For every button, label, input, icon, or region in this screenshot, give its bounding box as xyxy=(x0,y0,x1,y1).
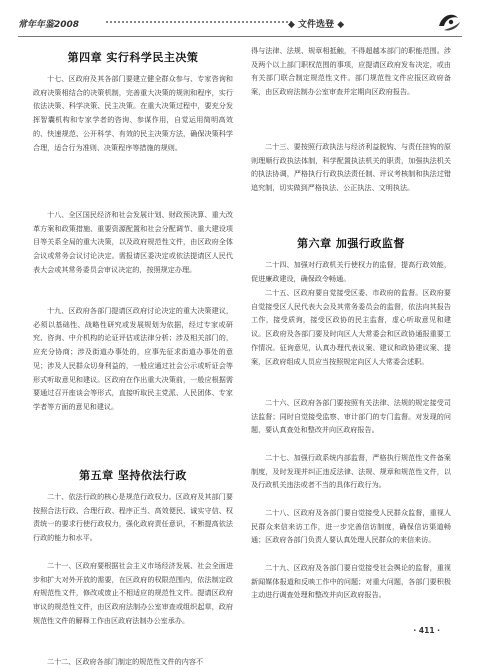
chapter-6-title: 第六章 加强行政监督 xyxy=(297,237,405,250)
paragraph-22: 二十二、区政府各部门制定的规范性文件的内容不 xyxy=(47,657,204,666)
paragraph-20: 二十、依法行政的核心是规范行政权力。区政府及其部门要按照合法行政、合理行政、程序正当、高效便民、诚实守信、权责统一的要求行使行政权力，强化政府责任意识，不断提高依法行政的能力和水平。 xyxy=(33,492,233,543)
paragraph-24: 二十四、加强对行政机关行使权力的监督，提高行政效能，促进廉政建设，确保政令畅通。 xyxy=(251,260,451,283)
right-column xyxy=(251,44,451,616)
paragraph-21: 二十一、区政府要根据社会主义市场经济发展、社会全面进步和扩大对外开放的需要，在区政府的权限范围内，依法制定政府规范性文件，修改或废止不相适应的规范性文件。提请区政府审议的规范性文件，由区政府法制办公室审查或组织起草，政府规范性文件的解释工作由区政府法制办公室承办。 xyxy=(33,561,233,625)
paragraph-25: 二十五、区政府要自觉接受区委、市政府的监督。区政府要自觉接受区人民代表大会及其常务委员会的监督，依法向其报告工作，接受质询，接受区政协的民主监督，虚心听取意见和建议。区政府及各部门要及时向区人大常委会和区政协通报重要工作情况。征询意见，认真办理代表议案、建议和政协建议案、提案，区政府组成人员应当按照规定向区人大常委会述职。 xyxy=(251,288,451,366)
page-number: · 411 · xyxy=(413,626,440,635)
paragraph-19: 十九、区政府各部门提请区政府讨论决定的重大决策建议，必须以基础性、战略性研究或发展规划为依据，经过专家或研究、咨询、中介机构的论证评估或法律分析；涉及相关部门的，应充分协商；涉及街道办事处的，应事先征求街道办事处的意见；涉及人民群众切身利益的，一般应通过社会公示或听证会等形式听取意见和建议。区政府在作出重大决策前，一般应根据需要通过召开座谈会等形式，直接听取民主党派、人民团体、专家学者等方面的意见和建议。 xyxy=(33,306,233,411)
section-title: ◆ 文件选登 ◆ xyxy=(288,20,345,30)
header-rule xyxy=(18,36,462,37)
yearbook-title: 常年年鉴2008 xyxy=(18,20,80,30)
chapter-5-title: 第五章 坚持依法行政 xyxy=(79,469,187,482)
paragraph-29: 二十九、区政府及各部门要自觉接受社会舆论的监督，重视新闻媒体报道和反映工作中的问题；对重大问题，各部门要积极主动进行调查处理和整改并向区政府报告。 xyxy=(251,563,451,600)
paragraph-27: 二十七、加强行政系统内部监督，严格执行规范性文件备案制度，及时发现并纠正违反法律、法规、规章和规范性文件，以及行政机关违法或者不当的具体行政行为。 xyxy=(251,453,451,490)
header-dotted-line xyxy=(106,21,292,23)
paragraph-22-continued: 得与法律、法规、规章相抵触，不得超越本部门的职能范围。涉及两个以上部门职权范围的事项，应提请区政府发布决定，或由有关部门联合制定规范性文件。部门规范性文件应报区政府备案，由区政府法制办公室审查并定期向区政府报告。 xyxy=(251,46,451,97)
chapter-4-title: 第四章 实行科学民主决策 xyxy=(67,51,199,64)
paragraph-28: 二十八、区政府及各部门要自觉接受人民群众监督，重视人民群众来信来访工作，进一步完善信访制度，确保信访渠道畅通；区政府各部门负责人要认真处理人民群众的来信来访。 xyxy=(251,508,451,545)
paragraph-23: 二十三、要按照行政执法与经济利益脱钩、与责任挂钩的原则理顺行政执法体制，科学配置执法机关的职责，加强执法机关的执法协调，严格执行行政执法责任制、评议考核制和执法过错追究制，切实做到严格执法、公正执法、文明执法。 xyxy=(251,142,451,193)
paragraph-26: 二十六、区政府各部门要按照有关法律、法规的规定接受司法监督；同时自觉接受监察、审计部门的专门监督。对发现的问题，要认真查处和整改并向区政府报告。 xyxy=(251,398,451,435)
left-column xyxy=(33,44,233,669)
running-header xyxy=(18,8,462,34)
yearbook-logo-icon xyxy=(436,8,462,34)
paragraph-17: 十七、区政府及其各部门要建立健全群众参与、专家咨询和政府决策相结合的决策机制，完善重大决策的规则和程序，实行依法决策、科学决策、民主决策。在重大决策过程中，要充分发挥智囊机构和专家学者的咨询、参谋作用，自觉运用简明高效的、快速规范、公开科学、有效的民主决策方法，确保决策科学合理，适合行为准则、决策程序等措施的规则。 xyxy=(33,74,233,152)
paragraph-18: 十八、全区国民经济和社会发展计划、财政预决算、重大改革方案和政策措施、重要资源配置和社会分配调节、重大建设项目等关系全局的重大决策，以及政府规范性文件，由区政府全体会议或常务会议讨论决定。需报请区委决定或依法提请区人民代表大会或其常务委员会审议决定的，按照规定办理。 xyxy=(33,210,233,274)
